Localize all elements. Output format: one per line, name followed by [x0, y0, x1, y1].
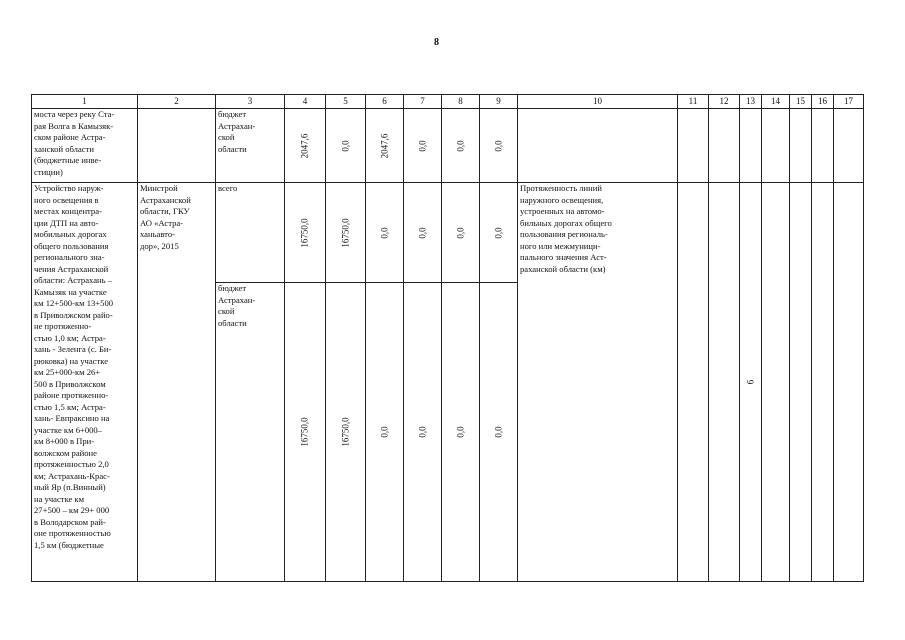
- header-cell: 3: [216, 95, 285, 109]
- header-cell: 15: [790, 95, 812, 109]
- value-cell: 0,0: [480, 283, 518, 582]
- value-cell: 16750,0: [285, 183, 326, 283]
- header-cell: 10: [518, 95, 678, 109]
- value-cell: 0,0: [366, 183, 404, 283]
- empty-cell: [812, 183, 834, 582]
- header-cell: 9: [480, 95, 518, 109]
- header-cell: 12: [709, 95, 740, 109]
- object-name-cell: моста через реку Ста- рая Волга в Камызяк- ском районе Астра- ханской области (бюджетные инве- стиции): [32, 109, 138, 183]
- funding-source-cell: бюджет Астрахан- ской области: [216, 283, 285, 582]
- header-cell: 13: [740, 95, 762, 109]
- header-cell: 11: [678, 95, 709, 109]
- empty-cell: [834, 109, 864, 183]
- header-cell: 6: [366, 95, 404, 109]
- document-table: [31, 94, 864, 582]
- value-cell: 0,0: [404, 283, 442, 582]
- empty-cell: [834, 183, 864, 582]
- value-cell: 0,0: [442, 283, 480, 582]
- value-cell: 0,0: [480, 183, 518, 283]
- value-cell: 0,0: [366, 283, 404, 582]
- funding-source-cell: всего: [216, 183, 285, 283]
- page-number: 8: [434, 37, 439, 48]
- table-row: [32, 183, 864, 283]
- value-cell: 2047,6: [366, 109, 404, 183]
- header-cell: 16: [812, 95, 834, 109]
- value-cell: 0,0: [480, 109, 518, 183]
- empty-cell: [678, 109, 709, 183]
- empty-cell: [762, 109, 790, 183]
- header-row: [32, 95, 864, 109]
- value-cell: 0,0: [404, 109, 442, 183]
- header-cell: 1: [32, 95, 138, 109]
- executor-cell: [138, 109, 216, 183]
- header-cell: 17: [834, 95, 864, 109]
- object-name-cell: Устройство наруж- ного освещения в местах концентра- ции ДТП на авто- мобильных дорогах общего пользования регионального зна- чения Астраханской области: Астрахань – Камызяк на участке км 12+500-км 13+500 в Приволжском райо- не протяженно- стью 1,0 км; Астра- хань - Зеленга (с. Би- рюковка) на участке км 25+000-км 26+ 500 в Приволжском районе протяженно- стью 1,5 км; Астра- хань- Евпраксино на участке км 6+000– км 8+000 в При- волжском районе протяженностью 2,0 км; Астрахань-Крас- ный Яр (п.Винный) на участке км 27+500 – км 29+ 000 в Володарском рай- оне протяженностью 1,5 км (бюджетные: [32, 183, 138, 582]
- empty-cell: [709, 183, 740, 582]
- header-cell: 7: [404, 95, 442, 109]
- executor-cell: Минстрой Астраханской области, ГКУ АО «Астра- ханьавто- дор», 2015: [138, 183, 216, 582]
- value-cell: 16750,0: [285, 283, 326, 582]
- value-cell: 2047,6: [285, 109, 326, 183]
- header-cell: 14: [762, 95, 790, 109]
- value-cell: 0,0: [404, 183, 442, 283]
- header-cell: 2: [138, 95, 216, 109]
- funding-source-cell: бюджет Астрахан- ской области: [216, 109, 285, 183]
- value-cell: 0,0: [442, 183, 480, 283]
- value-cell: 16750,0: [326, 183, 366, 283]
- empty-cell: [709, 109, 740, 183]
- header-cell: 8: [442, 95, 480, 109]
- header-cell: 5: [326, 95, 366, 109]
- value-cell: 0,0: [442, 109, 480, 183]
- value-cell: 6: [740, 183, 762, 582]
- empty-cell: [678, 183, 709, 582]
- empty-cell: [790, 109, 812, 183]
- empty-cell: [790, 183, 812, 582]
- indicator-cell: [518, 109, 678, 183]
- table-row: [32, 109, 864, 183]
- empty-cell: [740, 109, 762, 183]
- empty-cell: [812, 109, 834, 183]
- value-cell: 16750,0: [326, 283, 366, 582]
- header-cell: 4: [285, 95, 326, 109]
- empty-cell: [762, 183, 790, 582]
- indicator-cell: Протяженность линий наружного освещения, устроенных на автомо- бильных дорогах общего пользования региональ- ного или межмуници- пального значения Аст- раханской области (км): [518, 183, 678, 582]
- value-cell: 0,0: [326, 109, 366, 183]
